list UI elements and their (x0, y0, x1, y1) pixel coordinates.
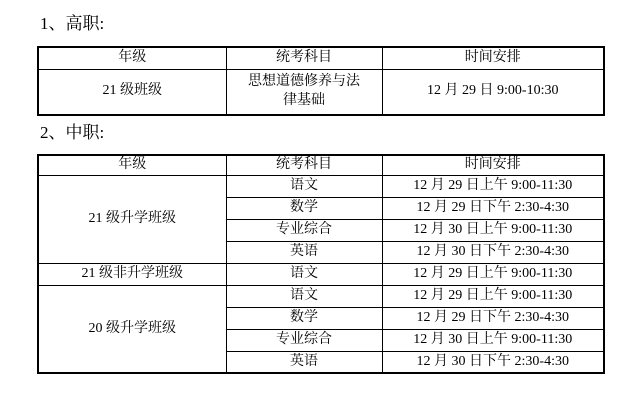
subject-cell: 数学 (226, 307, 382, 329)
time-cell: 12 月 30 日上午 9:00-11:30 (382, 219, 604, 241)
subject-cell: 语文 (226, 263, 382, 285)
subject-cell: 英语 (226, 351, 382, 373)
time-cell: 12 月 29 日 9:00-10:30 (382, 69, 604, 115)
grade-cell: 21 级非升学班级 (38, 263, 226, 285)
grade-cell: 21 级升学班级 (38, 175, 226, 263)
table-row (38, 69, 604, 115)
subject-cell: 数学 (226, 197, 382, 219)
grade-cell: 21 级班级 (38, 69, 226, 115)
column-header-0: 年级 (38, 47, 226, 69)
time-cell: 12 月 30 日下午 2:30-4:30 (382, 241, 604, 263)
time-cell: 12 月 30 日上午 9:00-11:30 (382, 329, 604, 351)
time-cell: 12 月 29 日上午 9:00-11:30 (382, 175, 604, 197)
section-gaozhi (0, 13, 623, 116)
column-header-2: 时间安排 (382, 47, 604, 69)
column-header-1: 统考科目 (226, 47, 382, 69)
header-row (38, 47, 604, 69)
time-cell: 12 月 29 日上午 9:00-11:30 (382, 263, 604, 285)
gaozhi-table (37, 46, 605, 116)
table-row (38, 175, 604, 197)
subject-cell: 专业综合 (226, 329, 382, 351)
table-row (38, 285, 604, 307)
subject-cell: 语文 (226, 285, 382, 307)
subject-cell: 专业综合 (226, 219, 382, 241)
section-title-zhongzhi: 2、中职: (40, 123, 105, 142)
header-row (38, 155, 604, 175)
time-cell: 12 月 30 日下午 2:30-4:30 (382, 351, 604, 373)
subject-cell: 语文 (226, 175, 382, 197)
grade-cell: 20 级升学班级 (38, 285, 226, 373)
subject-cell: 英语 (226, 241, 382, 263)
column-header-2: 时间安排 (382, 155, 604, 175)
section-title-gaozhi: 1、高职: (40, 14, 105, 33)
subject-text: 思想道德修养与法律基础 (248, 73, 360, 108)
time-cell: 12 月 29 日上午 9:00-11:30 (382, 285, 604, 307)
time-cell: 12 月 29 日下午 2:30-4:30 (382, 307, 604, 329)
column-header-0: 年级 (38, 155, 226, 175)
time-cell: 12 月 29 日下午 2:30-4:30 (382, 197, 604, 219)
table-row (38, 263, 604, 285)
column-header-1: 统考科目 (226, 155, 382, 175)
subject-cell (226, 69, 382, 115)
section-zhongzhi (0, 122, 623, 374)
zhongzhi-table (37, 154, 605, 374)
